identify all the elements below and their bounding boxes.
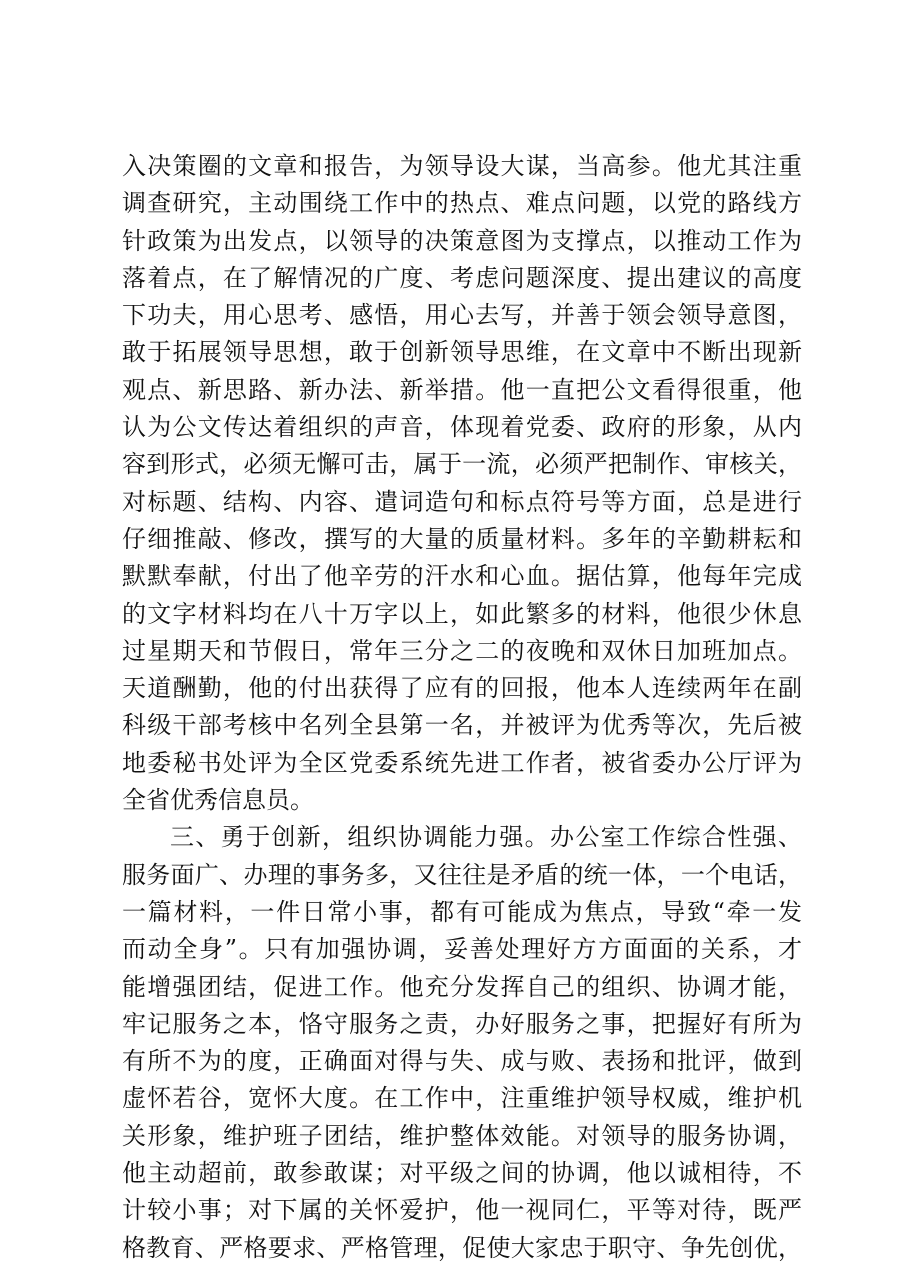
- text-line: 关形象，维护班子团结，维护整体效能。对领导的服务协调，: [122, 1121, 802, 1150]
- text-line: 的文字材料均在八十万字以上，如此繁多的材料，他很少休息: [122, 599, 802, 628]
- text-line: 落着点，在了解情况的广度、考虑问题深度、提出建议的高度: [122, 263, 802, 292]
- text-line: 对标题、结构、内容、遣词造句和标点符号等方面，总是进行: [122, 487, 802, 516]
- text-line: 调查研究，主动围绕工作中的热点、难点问题，以党的路线方: [122, 189, 802, 218]
- text-line: 过星期天和节假日，常年三分之二的夜晚和双休日加班加点。: [122, 636, 802, 665]
- text-line: 敢于拓展领导思想，敢于创新领导思维，在文章中不断出现新: [122, 338, 802, 367]
- text-line: 默默奉献，付出了他辛劳的汗水和心血。据估算，他每年完成: [122, 562, 802, 591]
- text-line: 下功夫，用心思考、感悟，用心去写，并善于领会领导意图，: [122, 301, 802, 330]
- text-line: 服务面广、办理的事务多，又往往是矛盾的统一体，一个电话，: [122, 860, 802, 889]
- text-line: 认为公文传达着组织的声音，体现着党委、政府的形象，从内: [122, 413, 802, 442]
- section-heading-line: 三、勇于创新，组织协调能力强。办公室工作综合性强、: [170, 823, 802, 852]
- text-line: 地委秘书处评为全区党委系统先进工作者，被省委办公厅评为: [122, 748, 802, 777]
- text-line: 仔细推敲、修改，撰写的大量的质量材料。多年的辛勤耕耘和: [122, 524, 802, 553]
- text-line: 入决策圈的文章和报告，为领导设大谋，当高参。他尤其注重: [122, 152, 802, 180]
- text-line: 一篇材料，一件日常小事，都有可能成为焦点，导致“牵一发: [122, 897, 802, 926]
- text-line: 能增强团结，促进工作。他充分发挥自己的组织、协调才能，: [122, 972, 802, 1001]
- text-line: 天道酬勤，他的付出获得了应有的回报，他本人连续两年在副: [122, 674, 802, 703]
- text-line: 针政策为出发点，以领导的决策意图为支撑点，以推动工作为: [122, 226, 802, 255]
- text-line: 牢记服务之本，恪守服务之责，办好服务之事，把握好有所为: [122, 1009, 802, 1038]
- text-line: 有所不为的度，正确面对得与失、成与败、表扬和批评，做到: [122, 1047, 802, 1076]
- text-line: 他主动超前，敢参敢谋；对平级之间的协调，他以诚相待，不: [122, 1159, 802, 1188]
- text-line: 计较小事；对下属的关怀爱护，他一视同仁，平等对待，既严: [122, 1196, 802, 1225]
- paragraph-end-line: 全省优秀信息员。: [122, 786, 314, 815]
- text-line: 而动全身”。只有加强协调，妥善处理好方方面面的关系，才: [122, 935, 802, 964]
- text-line: 容到形式，必须无懈可击，属于一流，必须严把制作、审核关，: [122, 450, 802, 479]
- text-line: 观点、新思路、新办法、新举措。他一直把公文看得很重，他: [122, 375, 802, 404]
- body-text: [122, 148, 802, 1267]
- text-line: 科级干部考核中名列全县第一名，并被评为优秀等次，先后被: [122, 711, 802, 740]
- text-line: 格教育、严格要求、严格管理，促使大家忠于职守、争先创优，: [122, 1233, 802, 1262]
- text-line: 虚怀若谷，宽怀大度。在工作中，注重维护领导权威，维护机: [122, 1084, 802, 1113]
